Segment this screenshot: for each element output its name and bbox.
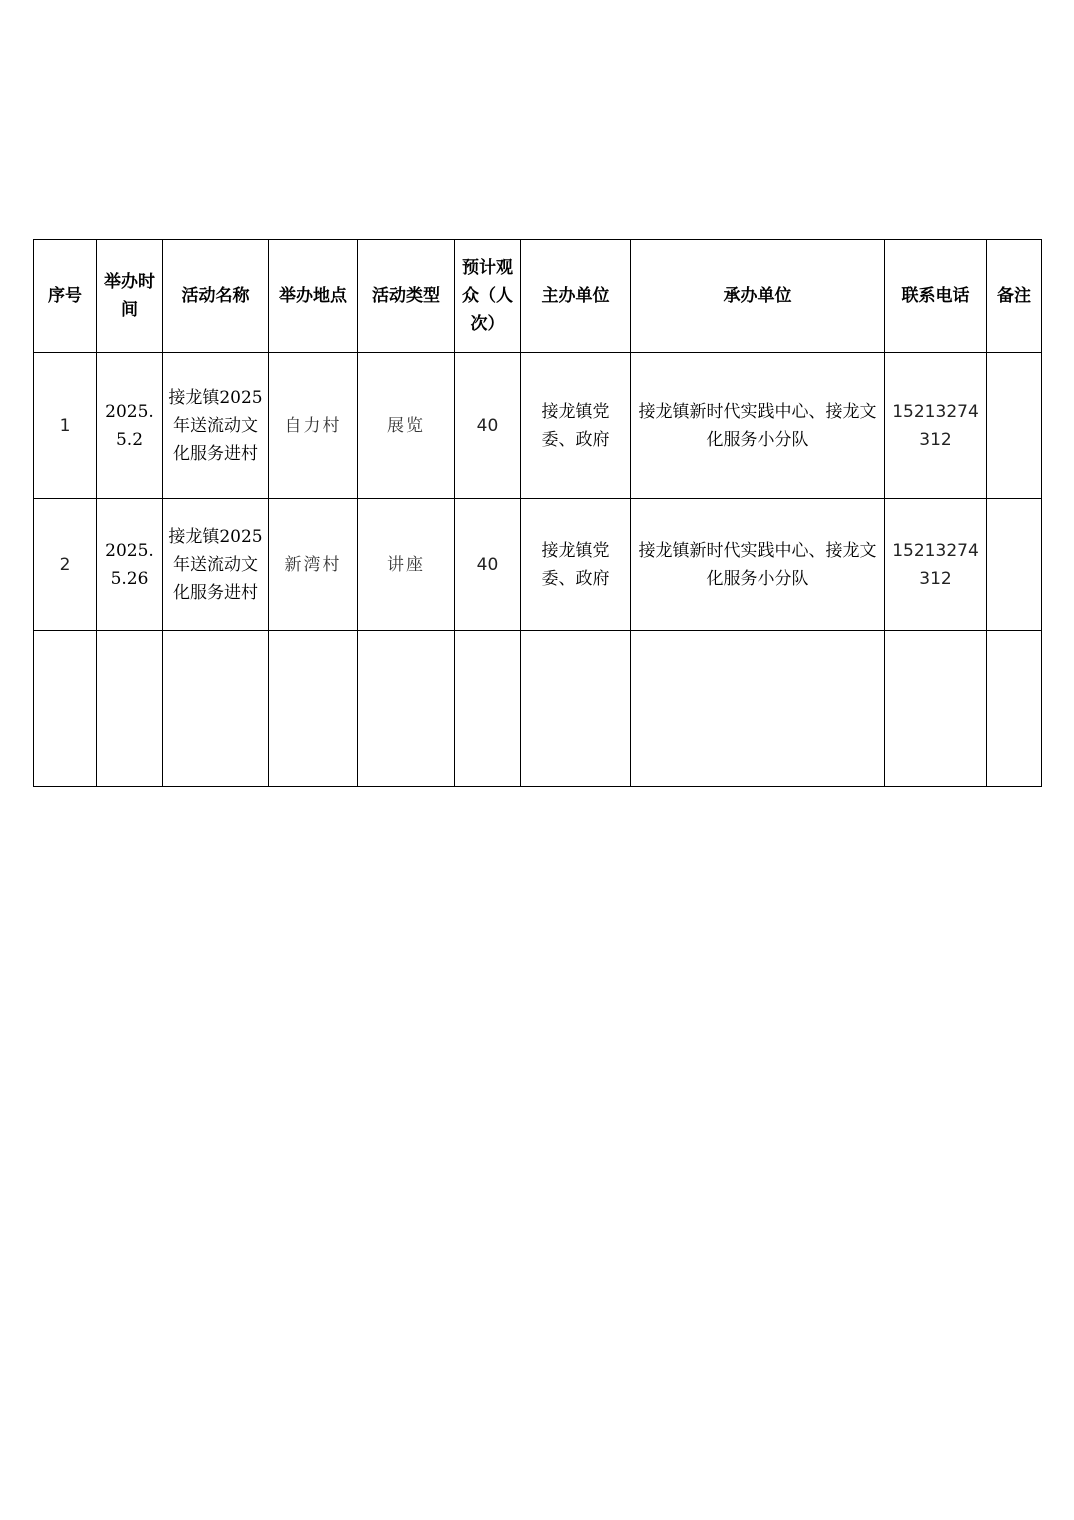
cell-location: 新湾村 — [269, 499, 358, 631]
cell-name: 接龙镇2025年送流动文化服务进村 — [163, 353, 269, 499]
header-seq: 序号 — [34, 240, 97, 353]
header-row — [34, 240, 1042, 353]
header-type: 活动类型 — [358, 240, 455, 353]
cell-location: 自力村 — [269, 353, 358, 499]
empty-cell — [269, 631, 358, 787]
cell-seq: 2 — [34, 499, 97, 631]
header-host: 主办单位 — [521, 240, 631, 353]
header-audience: 预计观众（人次） — [455, 240, 521, 353]
empty-table-row — [34, 631, 1042, 787]
header-remark: 备注 — [987, 240, 1042, 353]
header-phone: 联系电话 — [885, 240, 987, 353]
cell-time: 2025.5.26 — [97, 499, 163, 631]
cell-time: 2025.5.2 — [97, 353, 163, 499]
cell-host: 接龙镇党委、政府 — [521, 353, 631, 499]
empty-cell — [163, 631, 269, 787]
activities-table — [33, 239, 1042, 787]
header-organizer: 承办单位 — [631, 240, 885, 353]
cell-host: 接龙镇党委、政府 — [521, 499, 631, 631]
cell-type: 讲座 — [358, 499, 455, 631]
empty-cell — [455, 631, 521, 787]
header-location: 举办地点 — [269, 240, 358, 353]
cell-name: 接龙镇2025年送流动文化服务进村 — [163, 499, 269, 631]
cell-remark — [987, 353, 1042, 499]
empty-cell — [885, 631, 987, 787]
cell-phone: 15213274312 — [885, 499, 987, 631]
empty-cell — [34, 631, 97, 787]
cell-audience: 40 — [455, 499, 521, 631]
empty-cell — [358, 631, 455, 787]
empty-cell — [97, 631, 163, 787]
cell-phone: 15213274312 — [885, 353, 987, 499]
cell-remark — [987, 499, 1042, 631]
empty-cell — [521, 631, 631, 787]
cell-audience: 40 — [455, 353, 521, 499]
cell-organizer: 接龙镇新时代实践中心、接龙文化服务小分队 — [631, 499, 885, 631]
table-row — [34, 353, 1042, 499]
cell-type: 展览 — [358, 353, 455, 499]
cell-seq: 1 — [34, 353, 97, 499]
table-row — [34, 499, 1042, 631]
header-time: 举办时间 — [97, 240, 163, 353]
empty-cell — [987, 631, 1042, 787]
header-name: 活动名称 — [163, 240, 269, 353]
empty-cell — [631, 631, 885, 787]
cell-organizer: 接龙镇新时代实践中心、接龙文化服务小分队 — [631, 353, 885, 499]
